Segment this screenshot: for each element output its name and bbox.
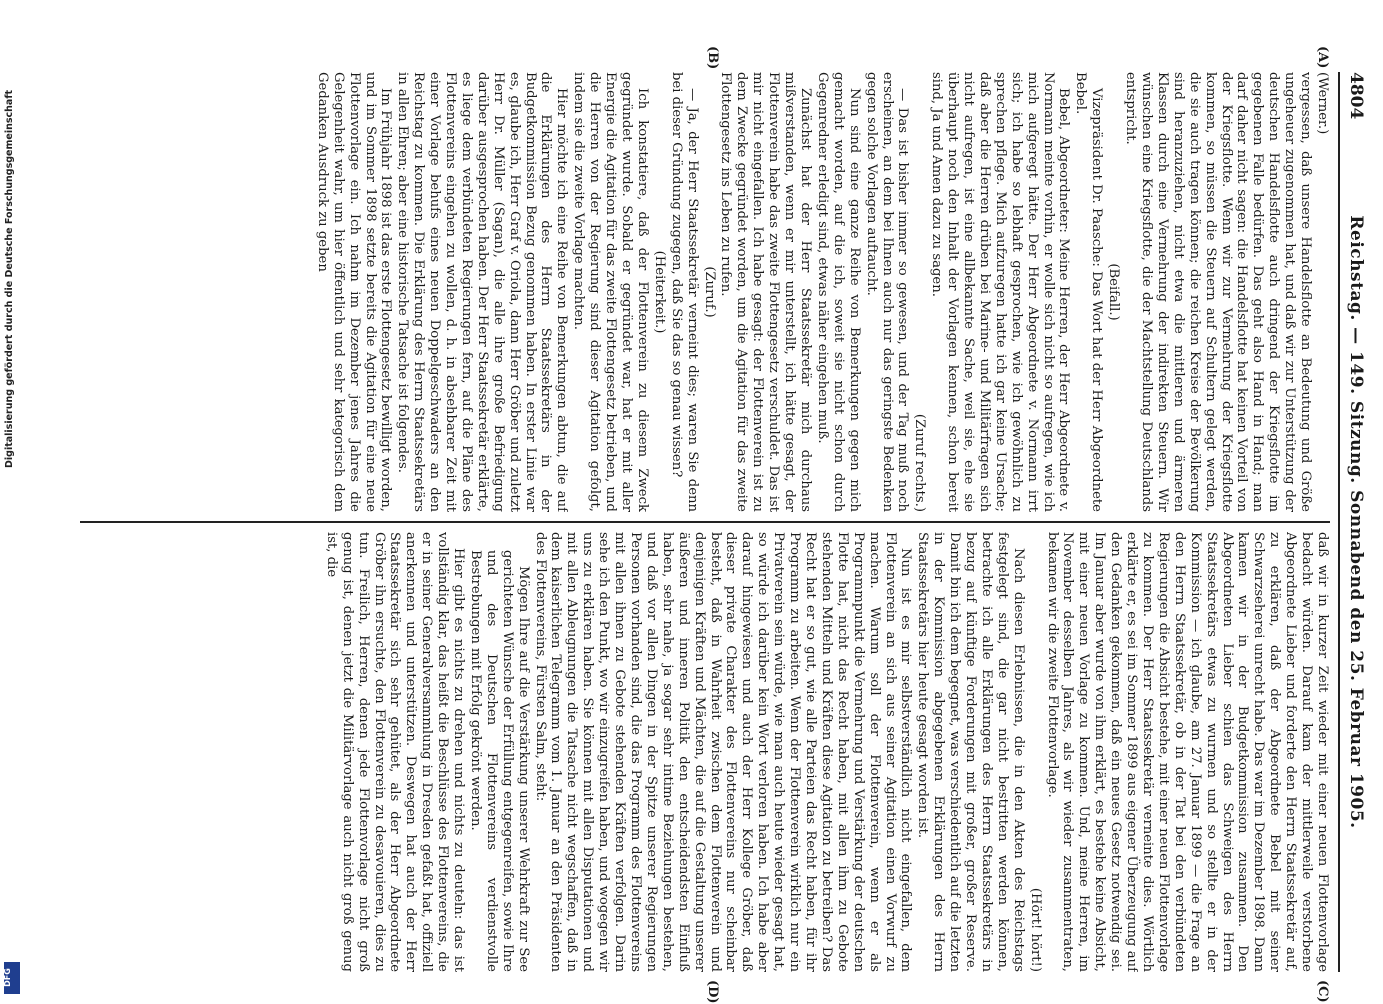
paragraph: Vizepräsident Dr. Paasche: Das Wort hat der Herr Abgeordnete Bebel. xyxy=(1073,72,1105,512)
paragraph: Bebel, Abgeordneter: Meine Herren, der Herr Abgeordnete v. Normann meinte vorhin, er wolle sich nicht so aufregen, wie ich mich aufgeregt hätte. Der Herr Abgeordnete v. Normann irrt sich; ich habe so lebhaft gesprochen, wie ich gewöhnlich zu sprechen pflege. Mich aufzuregen hatte ich gar keine Ursache; daß aber die Herren drüben bei Marine- und Militärfragen sich nicht aufregen, ist eine allbekannte Sache, weil sie, ehe sie überhaupt noch den Inhalt der Vorlagen kennen, schon bereit sind, Ja und Amen dazu zu sagen. xyxy=(929,72,1072,512)
page-header xyxy=(1338,72,1370,972)
paragraph: Nun sind eine ganze Reihe von Bemerkungen gegen mich gemacht worden, auf die ich, soweit sie nicht schon durch Gegenredner erledigt sind, etwas näher eingehen muß. xyxy=(814,72,862,512)
column-divider xyxy=(80,521,1330,523)
margin-marker-c: (C) xyxy=(1315,980,1330,1003)
reaction: (Zuruf.) xyxy=(701,266,717,318)
page-title: Reichstag. — 149. Sitzung. Sonnabend den 25. Februar 1905. xyxy=(1346,215,1366,829)
paragraph: — Ja, der Herr Staatssekretär verneint dies; waren Sie denn bei dieser Gründung zugegen, daß Sie das so genau wissen? xyxy=(668,72,700,512)
right-column xyxy=(80,532,1330,972)
reaction: (Zuruf rechts.) xyxy=(912,413,928,512)
page-number: 4804 xyxy=(1346,72,1366,120)
paragraph: Zunächst hat der Herr Staatssekretär mich durchaus mißverstanden, wenn er mir unterstellt, ich hätte gesagt, der Flottenverein habe das zweite Flottengesetz verschuldet. Das ist mir nicht eingefallen. Ich habe gesagt: der Flottenverein ist zu dem Zwecke gegründet worden, um die Agitation für das zweite Flottengesetz ins Leben zu rufen. xyxy=(718,72,813,512)
reaction: (Heiterkeit.) xyxy=(651,250,667,334)
speaker-tag: (Werner.) xyxy=(1315,72,1330,135)
paragraph: vergessen, daß unsere Handelsflotte an Bedeutung und Größe ungeheuer zugenommen hat, und daß wir zur Unterstützung der deutschen Handelsflotte auch dringend der Kriegsflotte im gegebenen Falle bedürfen. Das geht also Hand in Hand; man darf daher nicht sagen: die Handelsflotte hat keinen Vorteil von der Kriegsflotte. Wenn wir zur Vermehrung der Kriegsflotte kommen, so müssen die Steuern auf Schultern gelegt werden, die sie auch tragen können; die reichen Kreise der Bevölkerung sind heranzuziehen, nicht etwa die mittleren und ärmeren Klassen durch eine Vermehrung der indirekten Steuern. Wir wünschen eine Kriegsflotte, die der Machtstellung Deutschlands entspricht. xyxy=(1123,72,1314,512)
document-page xyxy=(65,0,1370,1004)
margin-marker-b: (B) xyxy=(705,46,720,70)
margin-marker-d: (D) xyxy=(705,980,720,1004)
paragraph: Ich konstatiere, daß der Flottenverein zu diesem Zweck gegründet wurde. Sobald er gegründet war, hat er mit aller Energie die Agitation für das zweite Flottengesetz betrieben, und die Herren von der Regierung sind dieser Agitation gefolgt, indem sie die zweite Vorlage machten. xyxy=(571,72,650,512)
paragraph: — Das ist bisher immer so gewesen, und der Tag muß noch erscheinen, an dem bei Ihnen auch nur das geringste Bedenken gegen solche Vorlagen auftaucht. xyxy=(863,72,911,512)
page-content xyxy=(65,46,1370,1004)
paragraph: Nun ist es mir selbstverständlich nicht eingefallen, dem Flottenverein an sich aus seiner Agitation einen Vorwurf zu machen. Warum soll der Flottenverein, wenn er als Programmpunkt die Vermehrung und Verstärkung der deutschen Flotte hat, nicht das Recht haben, mit allen ihm zu Gebote stehenden Mitteln und Kräften diese Agitation zu betreiben? Das Recht hat er so gut, wie alle Parteien das Recht haben, für ihr Programm zu arbeiten. Wenn der Flottenverein wirklich nur ein Privatverein sein würde, wie man auch heute wieder gesagt hat, so würde ich darüber kein Wort verloren haben. Ich habe aber darauf hingewiesen und auch der Herr Kollege Gröber, daß dieser private Charakter des Flottenvereins nur scheinbar besteht, daß in Wahrheit zwischen dem Flottenverein und denjenigen Kräften und Mächten, die auf die Gestaltung unserer äußeren und inneren Politik den entscheidendsten Einfluß haben, sehr nahe, ja sogar sehr intime Beziehungen bestehen, und daß vor allen Dingen in der Spitze unserer Regierungen Personen vorhanden sind, die das Programm des Flottenvereins mit allen ihnen zu Gebote stehenden Kräften verfolgen. Darin sehe ich den Punkt, wo wir einzugreifen haben, und wogegen wir uns zu erklären haben. Sie können mit allen Disputationen und mit allen Ableugnungen die Tatsache nicht wegschaffen, daß in dem kaiserlichen Telegramm vom 1. Januar an den Präsidenten des Flottenvereins, Fürsten Salm, steht: xyxy=(532,532,914,972)
paragraph: daß wir in kurzer Zeit wieder mit einer neuen Flottenvorlage bedacht würden. Darauf kam der mittlerweile verstorbene Abgeordnete Lieber und forderte den Herrn Staatssekretär auf, zu erklären, daß der Abgeordnete Bebel mit seiner Schwarzseherei unrecht habe. Das war im Dezember 1898. Dann kamen wir in der Budgetkommission zusammen. Den Abgeordneten Lieber schien das Schweigen des Herrn Staatssekretärs etwas zu wurmen und so stellte er in der Kommission — ich glaube, am 27. Januar 1899 — die Frage an den Herrn Staatssekretär, ob in der Tat bei den verbündeten Regierungen die Absicht bestehe, mit einer neuen Flottenvorlage zu kommen. Der Herr Staatssekretär verneinte dies. Wörtlich erklärte er, es sei im Sommer 1899 aus eigener Überzeugung auf den Gedanken gekommen, daß ein neues Gesetz notwendig sei. Im Januar aber wurde von ihm erklärt, es bestehe keine Absicht, mit einer neuen Vorlage zu kommen. Und, meine Herren, im November desselben Jahres, als wir wieder zusammentraten, bekamen wir die zweite Flottenvorlage. xyxy=(1044,532,1330,972)
dfg-logo: DFG xyxy=(4,962,20,994)
paragraph: Hier möchte ich eine Reihe von Bemerkungen abtun, die auf die Erklärungen des Herrn Staatssekretärs in der Budgetkommission Bezug genommen haben. In erster Linie war es, glaube ich, Herr Graf v. Oriola, dann Herr Gröber und zuletzt Herr Dr. Müller (Sagan), die alle ihre große Befriedigung darüber ausgesprochen haben. Der Herr Staatssekretär erklärte, es liege dem verbündeten Regierungen fern, auf die Pläne des Flottenvereins eingehen zu wollen, d. h. in absehbarer Zeit mit einer Vorlage behufs eines neuen Doppelgeschwaders an den Reichstag zu kommen. Die Erklärung des Herrn Staatssekretärs in allen Ehren; aber eine historische Tatsache ist folgendes. xyxy=(395,72,570,512)
paragraph: Hier gibt es nichts zu drehen und nichts zu deuteln: das ist vollständig klar, das heißt die Beschlüsse des Flottenvereins, die er in seiner Generalversammlung in Dresden gefaßt hat, offiziell anerkennen und unterstützen. Deswegen hat auch der Herr Staatssekretär sich sehr gehütet, als der Herr Abgeordnete Gröber ihn ersuchte, den Flottenverein zu desavouieren, dies zu tun. Freilich, Herren, denen jede Flottenvorlage nicht groß genug ist, denen jetzt die Militärvorlage auch nicht groß genug ist, die xyxy=(323,532,467,972)
quoted-telegram: Mögen Ihre auf die Verstärkung unserer Wehrkraft zur See gerichteten Wünsche der Erfüllung entgegenreifen, sowie Ihre und des Deutschen Flottenvereins verdienstvolle Bestrebungen mit Erfolg gekrönt werden. xyxy=(467,550,531,972)
margin-marker-a: (A) xyxy=(1315,46,1330,69)
reaction: (Beifall.) xyxy=(1106,263,1122,321)
paragraph: Im Frühjahr 1898 ist das erste Flottengesetz bewilligt worden, und im Sommer 1898 setzte bereits die Agitation für eine neue Flottenvorlage ein. Ich nahm im Dezember jenes Jahres die Gelegenheit wahr, um hier öffentlich und sehr kategorisch dem Gedanken Ausdruck zu geben xyxy=(314,72,394,512)
paragraph: Nach diesen Erlebnissen, die in den Akten des Reichstags festgelegt sind, die gar nicht bestritten werden können, betrachte ich alle Erklärungen des Herrn Staatssekretärs in bezug auf künftige Forderungen mit großer, großer Reserve. Damit bin ich dem begegnet, was verschiedentlich auf die letzten in der Kommission abgegebenen Erklärungen des Herrn Staatssekretärs hier heute gesagt worden ist. xyxy=(915,532,1026,972)
digitization-credit xyxy=(4,90,20,990)
reaction: (Hört! hört!) xyxy=(1027,887,1043,972)
left-column xyxy=(80,72,1330,512)
credit-text: Digitalisierung gefördert durch die Deutsche Forschungsgemeinschaft xyxy=(4,90,15,468)
